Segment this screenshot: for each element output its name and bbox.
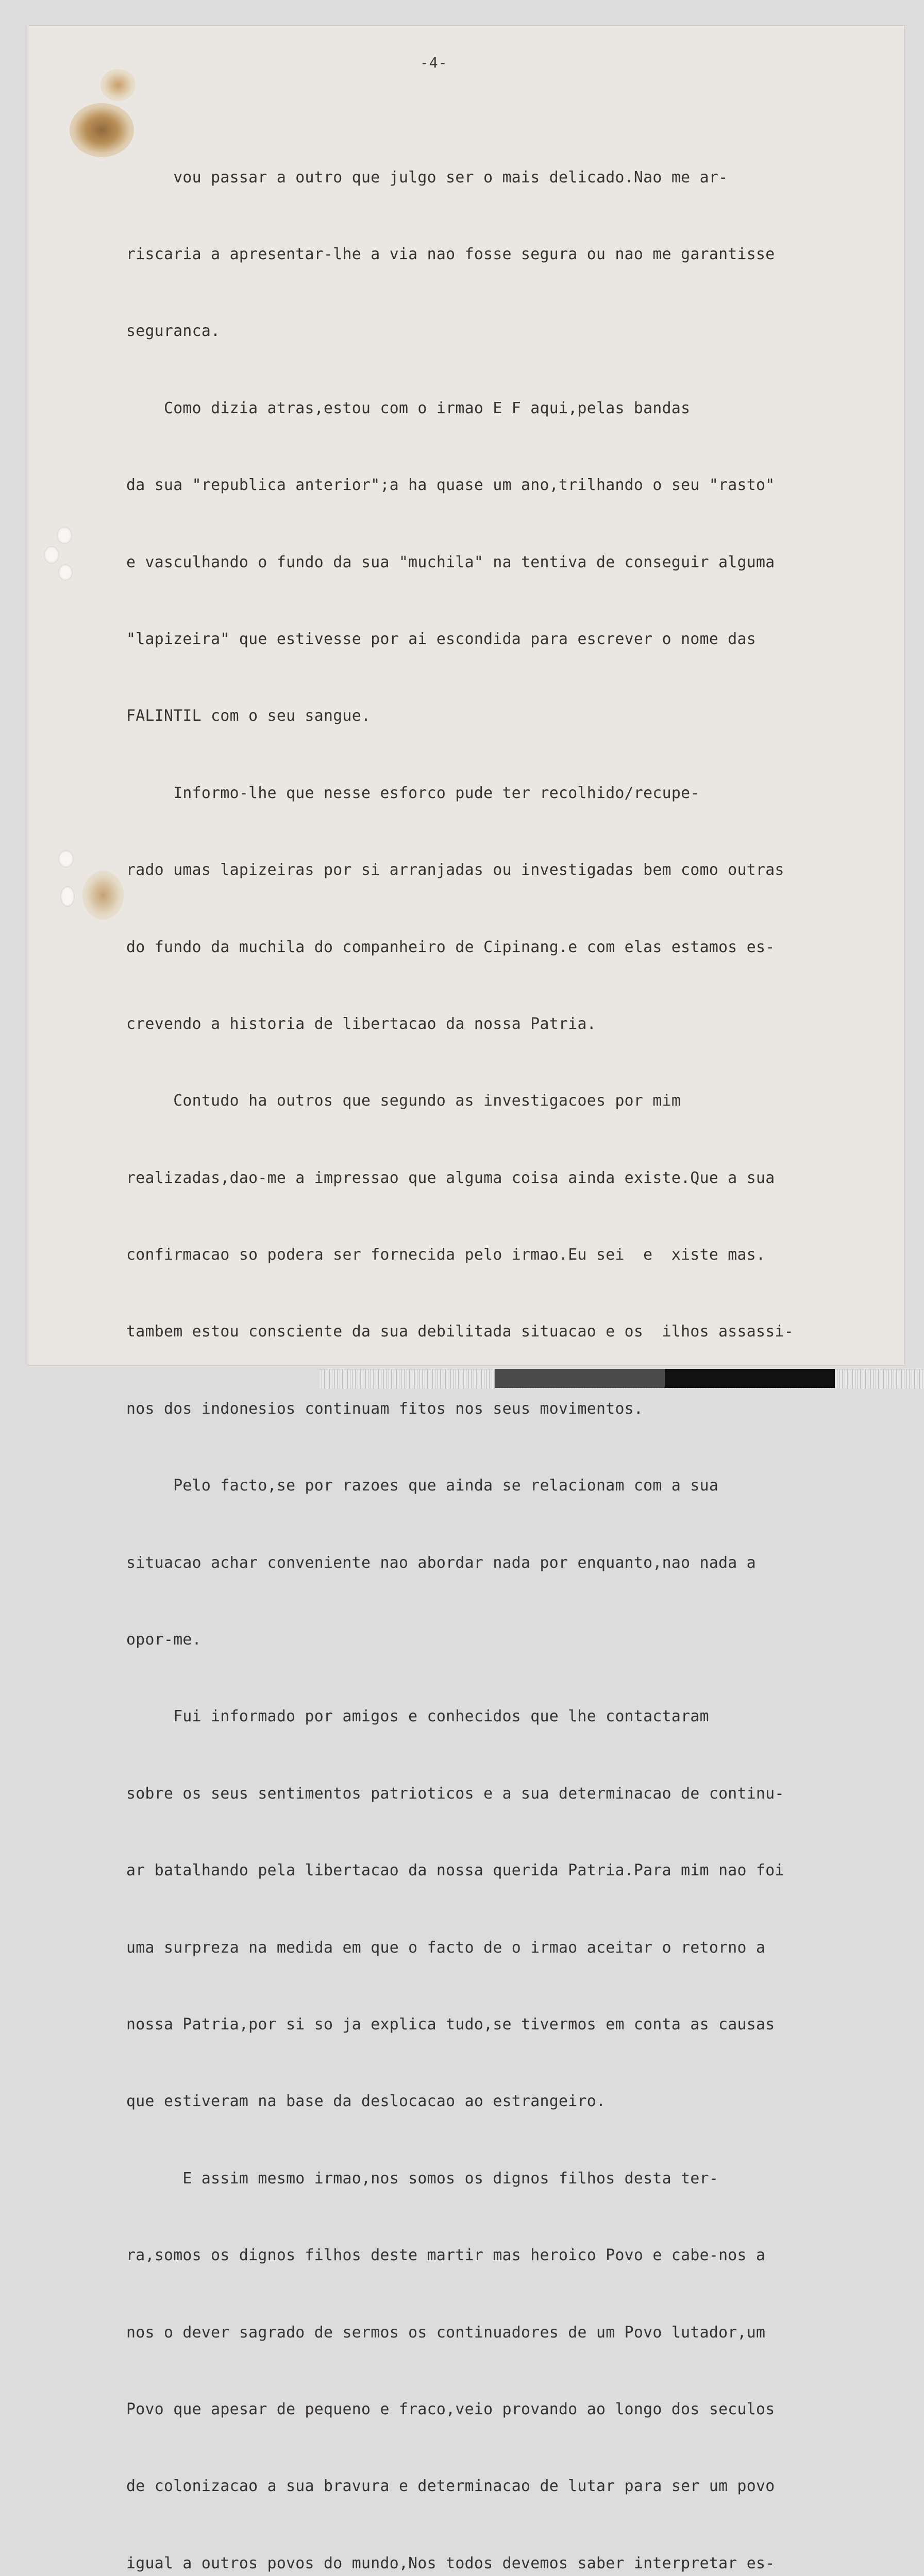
- text-line: riscaria a apresentar-lhe a via nao fosse segura ou nao me garantisse: [126, 245, 775, 263]
- text-line: vou passar a outro que julgo ser o mais delicado.Nao me ar-: [126, 168, 728, 187]
- text-line: igual a outros povos do mundo,Nos todos devemos saber interpretar es-: [126, 2554, 775, 2572]
- text-line: situacao achar conveniente nao abordar nada por enquanto,nao nada a: [126, 1553, 757, 1572]
- text-line: do fundo da muchila do companheiro de Cipinang.e com elas estamos es-: [126, 938, 775, 956]
- text-line: Informo-lhe que nesse esforco pude ter recolhido/recupe-: [126, 784, 700, 802]
- text-line: ar batalhando pela libertacao da nossa querida Patria.Para mim nao foi: [126, 1861, 784, 1880]
- letter-body: [126, 113, 868, 2572]
- text-line: opor-me.: [126, 1631, 201, 1649]
- punch-hole: [60, 886, 75, 907]
- text-line: e vasculhando o fundo da sua "muchila" na tentiva de conseguir alguma: [126, 553, 775, 571]
- page-number: -4-: [420, 54, 448, 71]
- text-line: seguranca.: [126, 322, 221, 341]
- text-line: Povo que apesar de pequeno e fraco,veio provando ao longo dos seculos: [126, 2400, 775, 2418]
- text-line: "lapizeira" que estivesse por ai escondida para escrever o nome das: [126, 630, 757, 648]
- text-line: Pelo facto,se por razoes que ainda se relacionam com a sua: [126, 1477, 719, 1495]
- text-line: Fui informado por amigos e conhecidos que lhe contactaram: [126, 1707, 709, 1726]
- text-line: crevendo a historia de libertacao da nossa Patria.: [126, 1014, 596, 1033]
- text-line: FALINTIL com o seu sangue.: [126, 707, 371, 725]
- text-line: nossa Patria,por si so ja explica tudo,se tivermos em conta as causas: [126, 2015, 775, 2033]
- text-line: nos o dever sagrado de sermos os continuadores de um Povo lutador,um: [126, 2323, 766, 2342]
- rust-stain: [82, 871, 124, 920]
- color-patch: [665, 1369, 835, 1388]
- text-line: Como dizia atras,estou com o irmao E F aqui,pelas bandas: [126, 399, 691, 417]
- text-line: tambem estou consciente da sua debilitada situacao e os ilhos assassi-: [126, 1323, 794, 1341]
- text-line: uma surpreza na medida em que o facto de o irmao aceitar o retorno a: [126, 1938, 766, 1957]
- text-line: sobre os seus sentimentos patrioticos e a sua determinacao de continu-: [126, 1784, 784, 1803]
- rust-stain: [100, 69, 136, 101]
- rust-stain: [70, 103, 134, 157]
- text-line: da sua "republica anterior";a ha quase um ano,trilhando o seu "rasto": [126, 476, 775, 495]
- punch-hole: [58, 850, 74, 868]
- text-line: nos dos indonesios continuam fitos nos seus movimentos.: [126, 1399, 644, 1418]
- text-line: que estiveram na base da deslocacao ao estrangeiro.: [126, 2092, 606, 2111]
- text-line: rado umas lapizeiras por si arranjadas ou investigadas bem como outras: [126, 861, 784, 879]
- punch-hole: [44, 546, 59, 564]
- text-line: E assim mesmo irmao,nos somos os dignos filhos desta ter-: [126, 2169, 719, 2188]
- text-line: realizadas,dao-me a impressao que alguma coisa ainda existe.Que a sua: [126, 1168, 775, 1187]
- text-line: Contudo ha outros que segundo as investigacoes por mim: [126, 1092, 681, 1110]
- text-line: de colonizacao a sua bravura e determinacao de lutar para ser um povo: [126, 2477, 775, 2496]
- text-line: ra,somos os dignos filhos deste martir mas heroico Povo e cabe-nos a: [126, 2246, 766, 2265]
- punch-hole: [58, 564, 73, 581]
- color-patch: [495, 1369, 665, 1388]
- punch-hole: [57, 527, 72, 544]
- text-line: confirmacao so podera ser fornecida pelo irmao.Eu sei e xiste mas.: [126, 1246, 766, 1264]
